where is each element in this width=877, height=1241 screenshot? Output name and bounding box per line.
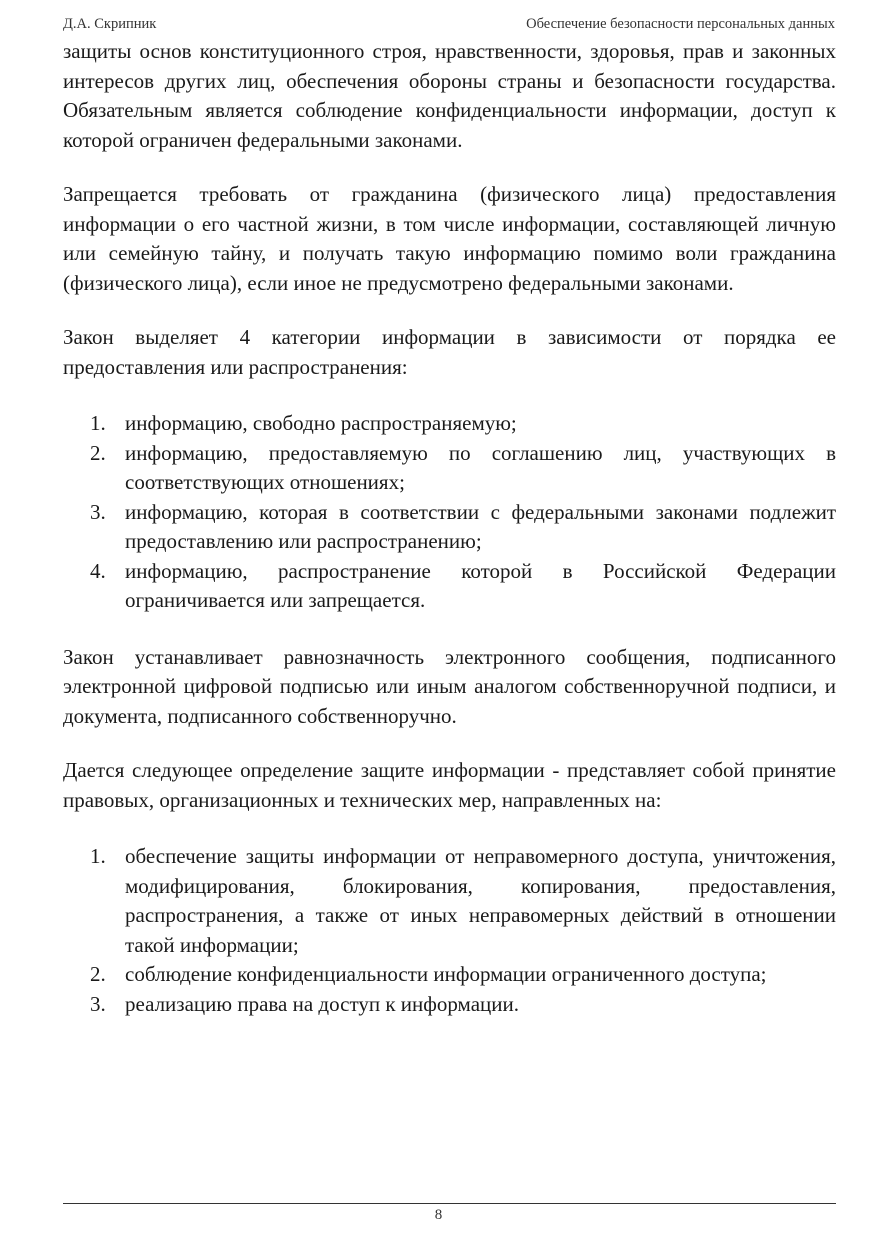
- list-number: 3.: [90, 499, 106, 524]
- list-item-text: реализацию права на доступ к информации.: [125, 991, 519, 1016]
- list-number: 2.: [90, 962, 106, 986]
- list-number: 1.: [90, 411, 106, 435]
- list-item-text: соблюдение конфиденциальности информации ограниченного доступа;: [125, 962, 767, 986]
- list-item: [63, 960, 836, 990]
- paragraph: Закон выделяет 4 категории информации в зависимости от порядка ее предоставления или распространения:: [63, 325, 836, 379]
- list-item: [63, 439, 836, 498]
- header-title: Обеспечение безопасности персональных данных: [526, 16, 835, 32]
- list-item-text: обеспечение защиты информации от неправомерного доступа, уничтожения, модифицирования, блокирования, копирования, предоставления, распространения, а также от иных неправомерных действий в отношении такой информации;: [125, 844, 836, 957]
- list-item: [63, 498, 836, 557]
- list-item-text: информацию, распространение которой в Российской Федерации ограничивается или запрещается.: [125, 558, 836, 612]
- paragraph: защиты основ конституционного строя, нравственности, здоровья, прав и законных интересов других лиц, обеспечения обороны страны и безопасности государства. Обязательным является соблюдение конфиденциальности информации, доступ к которой ограничен федеральными законами.: [63, 39, 836, 152]
- paragraph: Дается следующее определение защите информации - представляет собой принятие правовых, организационных и технических мер, направленных на:: [63, 758, 836, 812]
- footer-divider: [63, 1203, 836, 1204]
- list-number: 1.: [90, 844, 106, 868]
- header-author: Д.А. Скрипник: [63, 16, 157, 32]
- paragraph: Запрещается требовать от гражданина (физического лица) предоставления информации о его частной жизни, в том числе информации, составляющей личную или семейную тайну, и получать такую информацию помимо воли гражданина (физического лица), если иное не предусмотрено федеральными законами.: [63, 182, 836, 295]
- list-item: [63, 409, 836, 439]
- list-item-text: информацию, предоставляемую по соглашению лиц, участвующих в соответствующих отношениях;: [125, 440, 836, 494]
- list-item: [63, 557, 836, 616]
- list-number: 3.: [90, 991, 106, 1016]
- page-header: [63, 16, 835, 33]
- list-number: 2.: [90, 440, 106, 465]
- protection-measures-list: [63, 842, 836, 1019]
- list-number: 4.: [90, 558, 106, 583]
- list-item: [63, 990, 836, 1020]
- page-number: 8: [434, 1207, 443, 1223]
- list-item-text: информацию, свободно распространяемую;: [125, 411, 517, 435]
- information-categories-list: [63, 409, 836, 616]
- list-item: [63, 842, 836, 960]
- list-item-text: информацию, которая в соответствии с федеральными законами подлежит предоставлению или распространению;: [125, 499, 836, 553]
- paragraph: Закон устанавливает равнозначность электронного сообщения, подписанного электронной цифровой подписью или иным аналогом собственноручной подписи, и документа, подписанного собственноручно.: [63, 644, 836, 728]
- page-body: [63, 37, 836, 1019]
